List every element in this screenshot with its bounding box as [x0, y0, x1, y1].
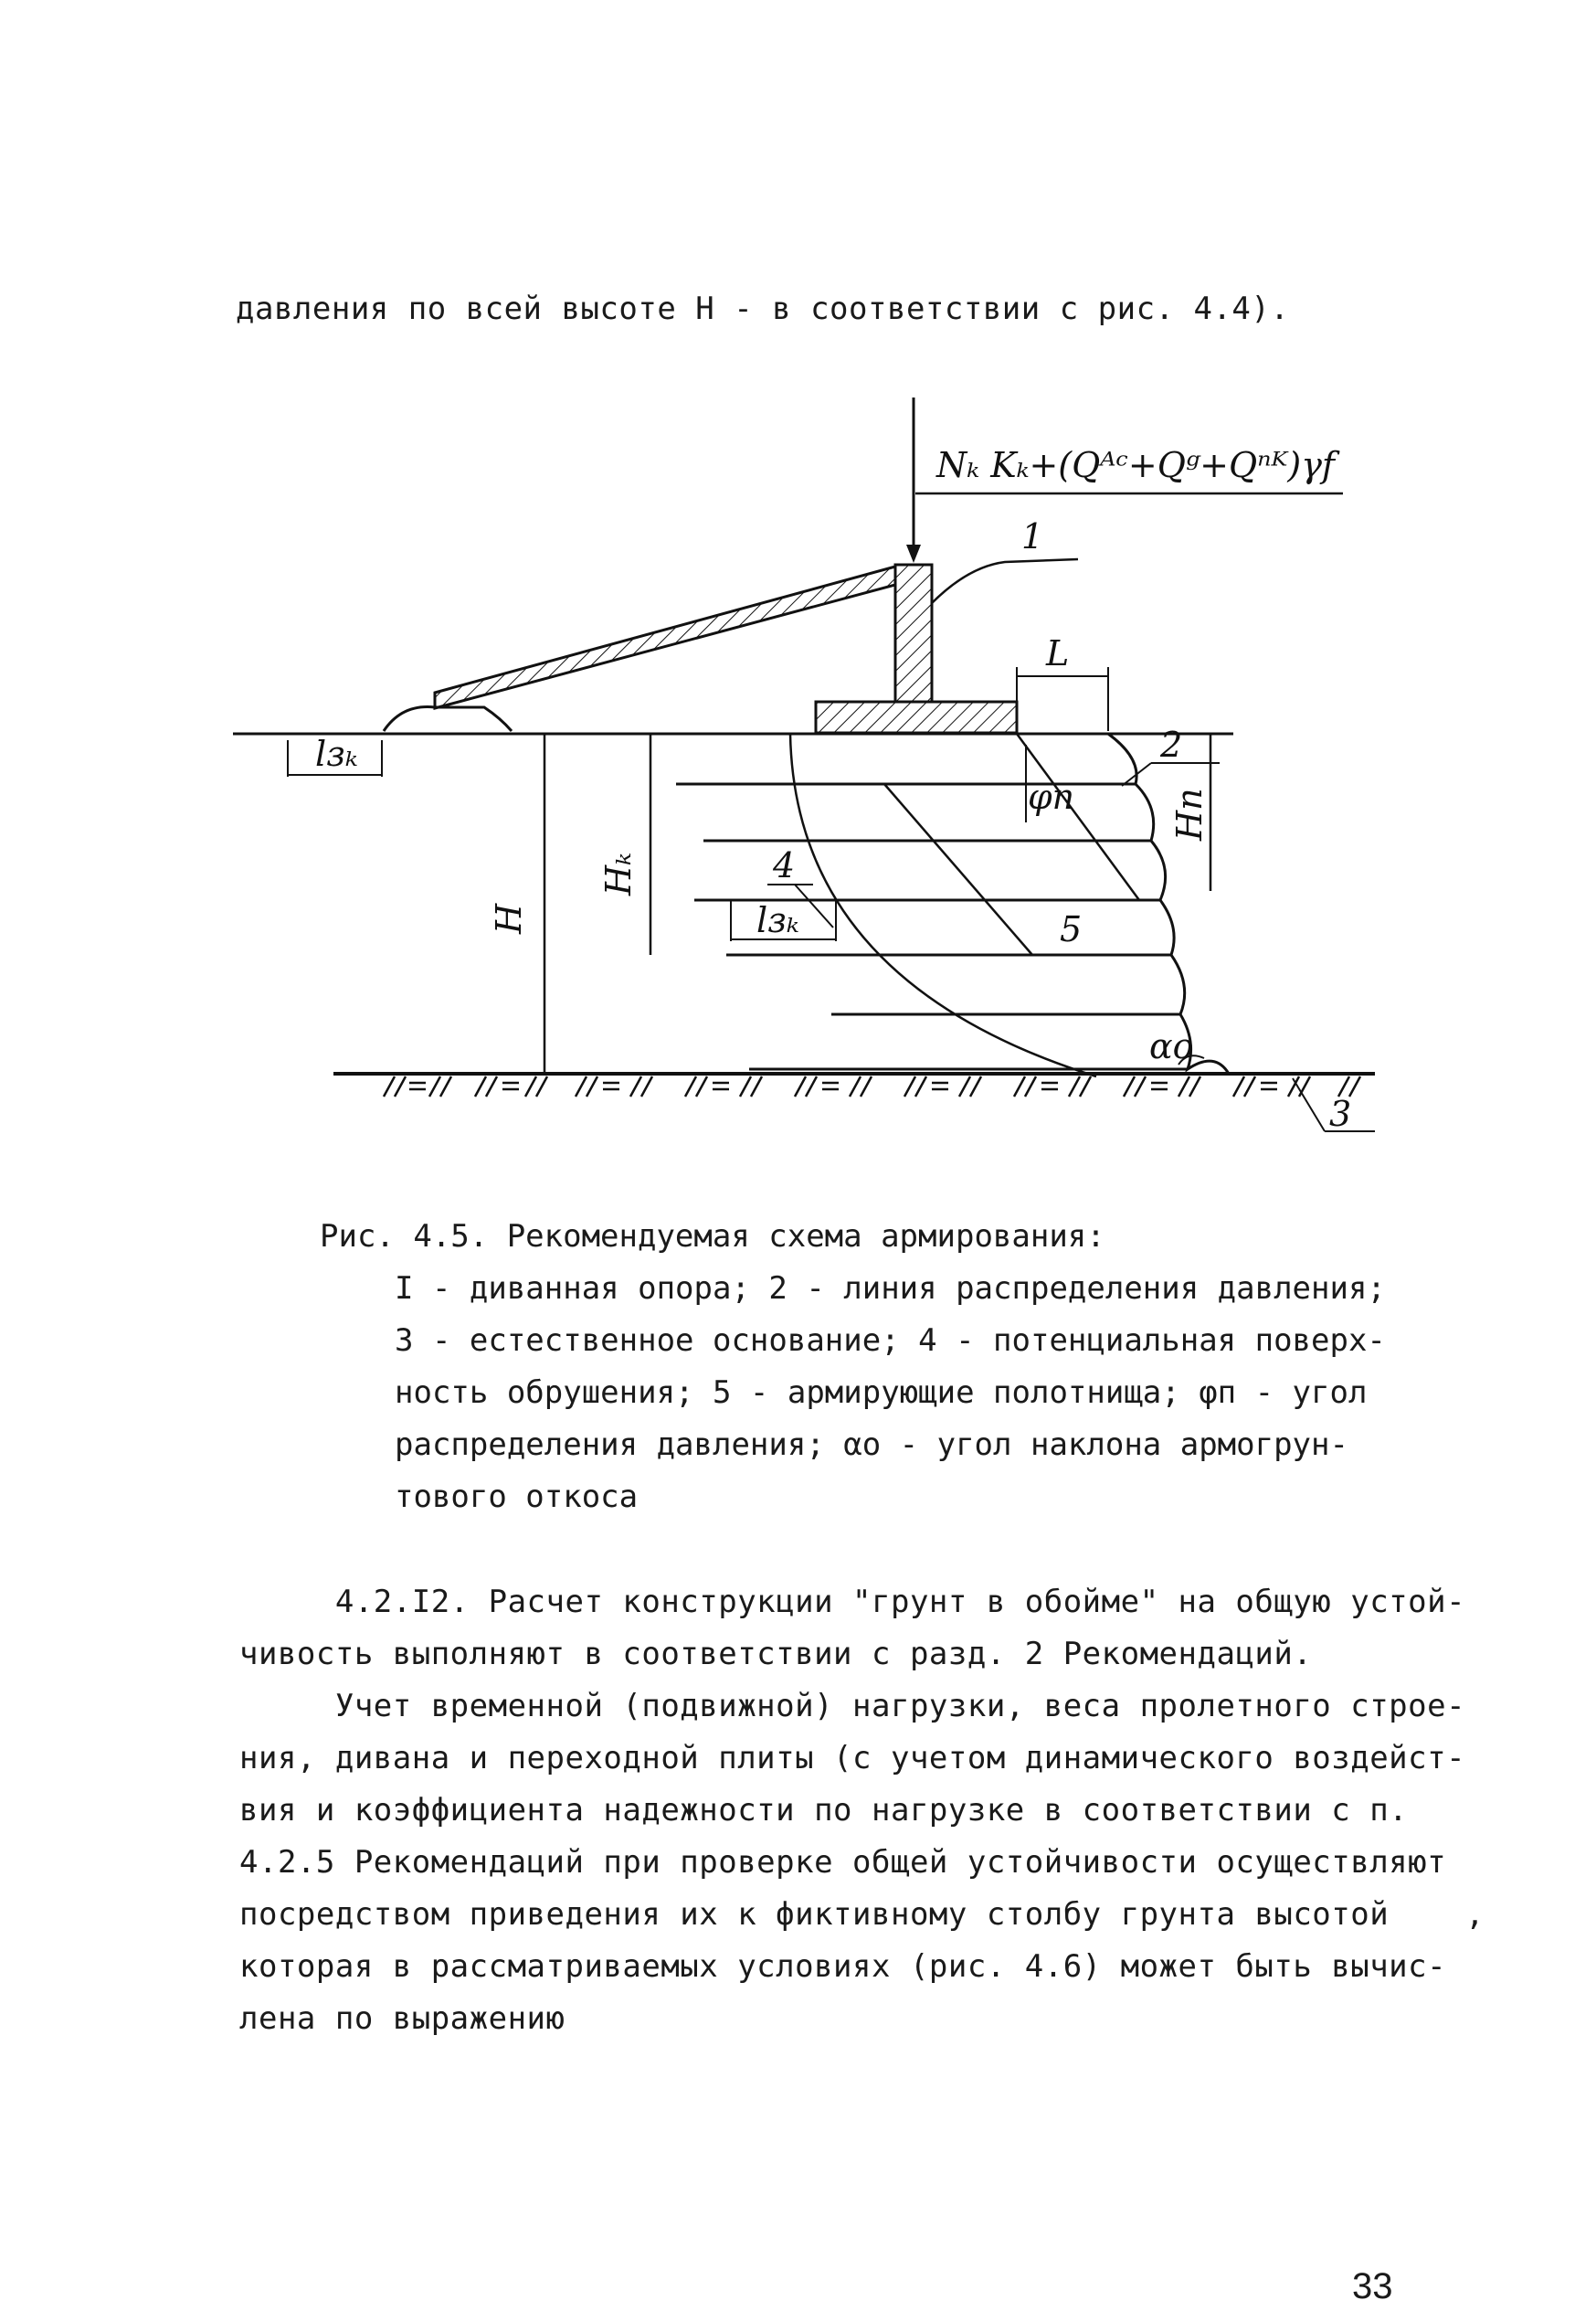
label-L: L: [1046, 633, 1070, 673]
figure-caption-line: ность обрушения; 5 - армирующие полотнища; φп - угол: [395, 1374, 1368, 1411]
paragraph-line: посредством приведения их к фиктивному столбу грунта высотой ,: [239, 1896, 1485, 1933]
paragraph-line: чивость выполняют в соответствии с разд. 2 Рекомендаций.: [239, 1636, 1313, 1672]
figure-caption-line: I - диванная опора; 2 - линия распределения давления;: [395, 1270, 1386, 1307]
figure-caption-line: распределения давления; αo - угол наклона армогрун-: [395, 1426, 1348, 1463]
reinforcement-layers: [676, 784, 1188, 1069]
label-2: 2: [1160, 725, 1183, 765]
paragraph-line: 4.2.I2. Расчет конструкции "грунт в обойме" на общую устой-: [239, 1584, 1466, 1620]
label-5: 5: [1060, 909, 1083, 949]
paragraph-line: ния, дивана и переходной плиты (с учетом динамического воздейст-: [239, 1740, 1466, 1776]
figure-caption-title: Рис. 4.5. Рекомендуемая схема армирования:: [320, 1218, 1105, 1255]
label-H: H: [489, 903, 529, 934]
load-formula: Nₖ Kₖ+(Qᴬᶜ+Qᵍ+Qⁿᴷ)γf: [936, 445, 1335, 485]
page-number: 33: [1352, 2266, 1393, 2306]
paragraph-line: Учет временной (подвижной) нагрузки, веса пролетного строе-: [239, 1688, 1466, 1724]
paragraph-line: 4.2.5 Рекомендаций при проверке общей устойчивости осуществляют: [239, 1844, 1447, 1881]
natural-ground-hatch: [384, 1076, 1360, 1097]
label-4: 4: [773, 845, 796, 885]
label-Hk: Hₖ: [598, 853, 639, 896]
intro-text: давления по всей высоте H - в соответствии с рис. 4.4).: [236, 291, 1290, 327]
paragraph-line: лена по выражению: [239, 2000, 565, 2037]
paragraph-line: которая в рассматриваемых условиях (рис. 4.6) может быть вычис-: [239, 1948, 1447, 1985]
paragraph-line: вия и коэффициента надежности по нагрузке в соответствии с п.: [239, 1792, 1409, 1829]
figure-caption-line: 3 - естественное основание; 4 - потенциальная поверх-: [395, 1322, 1386, 1359]
label-lz-mid: lзₖ: [756, 900, 799, 940]
label-1: 1: [1021, 516, 1044, 557]
label-Hn: Hп: [1169, 788, 1210, 841]
label-3: 3: [1329, 1094, 1352, 1134]
label-lz-left: lзₖ: [315, 734, 358, 774]
label-phi: φп: [1028, 777, 1075, 817]
label-alpha: αo: [1149, 1026, 1194, 1066]
figure-caption-line: тового откоса: [395, 1479, 639, 1515]
